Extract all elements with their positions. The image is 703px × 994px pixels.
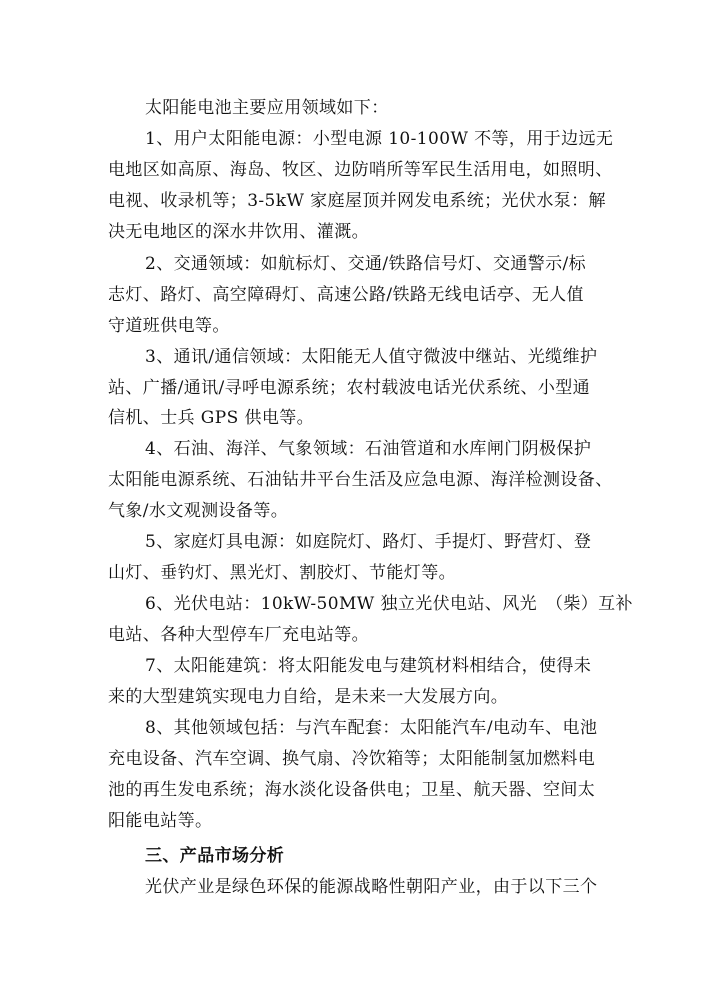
item-2-line-3: 守道班供电等。 (108, 316, 230, 336)
item-3-line-1: 3、通讯/通信领域：太阳能无人值守微波中继站、光缆维护 (145, 347, 598, 367)
item-6-line-1: 6、光伏电站：10kW-50MW 独立光伏电站、风光 （柴）互补 (145, 594, 633, 614)
item-1-line-2: 电地区如高原、海岛、牧区、边防哨所等军民生活用电，如照明、 (108, 160, 613, 180)
section-heading-market-analysis: 三、产品市场分析 (145, 846, 285, 866)
item-1-line-1: 1、用户太阳能电源：小型电源 10-100W 不等，用于边远无 (145, 129, 614, 149)
item-2-line-1: 2、交通领域：如航标灯、交通/铁路信号灯、交通警示/标 (145, 254, 587, 274)
item-3-line-3: 信机、士兵 GPS 供电等。 (108, 408, 315, 428)
market-paragraph-line-1: 光伏产业是绿色环保的能源战略性朝阳产业，由于以下三个 (145, 877, 598, 897)
item-4-line-1: 4、石油、海洋、气象领域：石油管道和水库闸门阴极保护 (145, 439, 592, 459)
item-8-line-4: 阳能电站等。 (108, 811, 213, 831)
item-5-line-2: 山灯、垂钓灯、黑光灯、割胶灯、节能灯等。 (108, 563, 456, 583)
item-8-line-3: 池的再生发电系统；海水淡化设备供电；卫星、航天器、空间太 (108, 780, 596, 800)
item-5-line-1: 5、家庭灯具电源：如庭院灯、路灯、手提灯、野营灯、登 (145, 532, 592, 552)
item-7-line-1: 7、太阳能建筑：将太阳能发电与建筑材料相结合，使得未 (145, 656, 592, 676)
item-2-line-2: 志灯、路灯、高空障碍灯、高速公路/铁路无线电话亭、无人值 (108, 285, 584, 305)
item-7-line-2: 来的大型建筑实现电力自给，是未来一大发展方向。 (108, 687, 509, 707)
item-4-line-3: 气象/水文观测设备等。 (108, 501, 289, 521)
item-8-line-2: 充电设备、汽车空调、换气扇、冷饮箱等；太阳能制氢加燃料电 (108, 749, 596, 769)
item-1-line-4: 决无电地区的深水井饮用、灌溉。 (108, 222, 369, 242)
item-1-line-3: 电视、收录机等；3-5kW 家庭屋顶并网发电系统；光伏水泵：解 (108, 191, 606, 211)
item-8-line-1: 8、其他领域包括：与汽车配套：太阳能汽车/电动车、电池 (145, 718, 598, 738)
item-6-line-2: 电站、各种大型停车厂充电站等。 (108, 625, 369, 645)
intro-line: 太阳能电池主要应用领域如下： (145, 98, 389, 118)
item-4-line-2: 太阳能电源系统、石油钻井平台生活及应急电源、海洋检测设备、 (108, 470, 613, 490)
item-3-line-2: 站、广播/通讯/寻呼电源系统；农村载波电话光伏系统、小型通 (108, 378, 591, 398)
